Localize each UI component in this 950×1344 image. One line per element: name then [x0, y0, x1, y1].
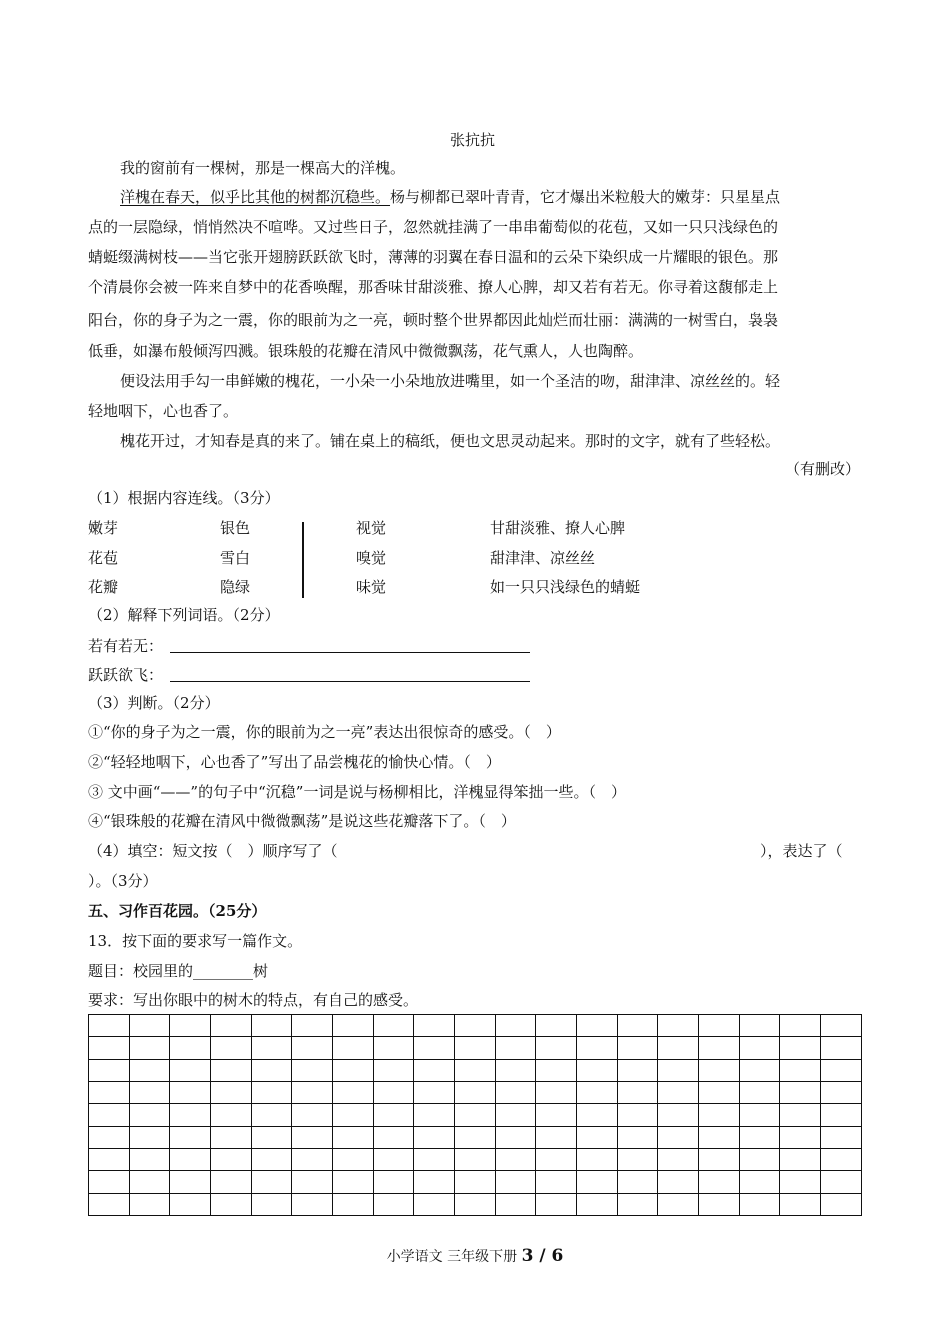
match-item: 味觉 [356, 578, 387, 596]
grid-cell[interactable] [577, 1126, 618, 1148]
grid-cell[interactable] [373, 1015, 414, 1037]
grid-cell[interactable] [373, 1126, 414, 1148]
match-item: 隐绿 [220, 578, 251, 596]
grid-cell[interactable] [577, 1171, 618, 1193]
question-13: 13．按下面的要求写一篇作文。 [88, 932, 303, 950]
grid-cell[interactable] [170, 1037, 211, 1059]
q2-title: （2）解释下列词语。（2分） [88, 606, 280, 624]
grid-cell[interactable] [414, 1148, 455, 1170]
grid-cell[interactable] [373, 1037, 414, 1059]
grid-cell[interactable] [333, 1104, 374, 1126]
q3-statement-2: ②“轻轻地咽下，心也香了”写出了品尝槐花的愉快心情。（ ） [88, 753, 501, 771]
grid-cell[interactable] [292, 1037, 333, 1059]
grid-cell[interactable] [251, 1104, 292, 1126]
grid-cell[interactable] [373, 1148, 414, 1170]
q3-statement-3: ③ 文中画“——”的句子中“沉稳”一词是说与杨柳相比，洋槐显得笨拙一些。（ ） [88, 783, 626, 801]
grid-cell[interactable] [658, 1015, 699, 1037]
essay-requirement: 要求：写出你眼中的树木的特点，有自己的感受。 [88, 991, 419, 1009]
grid-cell[interactable] [373, 1104, 414, 1126]
grid-cell[interactable] [739, 1148, 780, 1170]
grid-cell[interactable] [170, 1193, 211, 1215]
q1-title: （1）根据内容连线。（3分） [88, 489, 280, 507]
q2-word-1: 若有若无： [88, 637, 164, 655]
grid-cell[interactable] [129, 1059, 170, 1081]
grid-cell[interactable] [699, 1193, 740, 1215]
grid-cell[interactable] [129, 1171, 170, 1193]
grid-cell[interactable] [821, 1126, 862, 1148]
grid-cell[interactable] [495, 1126, 536, 1148]
grid-cell[interactable] [495, 1015, 536, 1037]
match-item: 视觉 [356, 519, 387, 537]
grid-cell[interactable] [495, 1171, 536, 1193]
grid-cell[interactable] [577, 1104, 618, 1126]
grid-cell[interactable] [658, 1148, 699, 1170]
grid-row [89, 1037, 862, 1059]
grid-cell[interactable] [251, 1171, 292, 1193]
grid-cell[interactable] [89, 1037, 130, 1059]
grid-cell[interactable] [129, 1015, 170, 1037]
grid-cell[interactable] [129, 1126, 170, 1148]
grid-cell[interactable] [658, 1171, 699, 1193]
paragraph-3-line-2: 轻地咽下，心也香了。 [88, 402, 239, 420]
grid-cell[interactable] [414, 1037, 455, 1059]
grid-cell[interactable] [89, 1171, 130, 1193]
grid-cell[interactable] [251, 1015, 292, 1037]
grid-cell[interactable] [617, 1148, 658, 1170]
grid-cell[interactable] [821, 1059, 862, 1081]
grid-cell[interactable] [536, 1126, 577, 1148]
grid-cell[interactable] [536, 1081, 577, 1103]
grid-cell[interactable] [129, 1104, 170, 1126]
grid-row [89, 1171, 862, 1193]
grid-cell[interactable] [414, 1015, 455, 1037]
grid-cell[interactable] [89, 1015, 130, 1037]
grid-cell[interactable] [617, 1104, 658, 1126]
grid-cell[interactable] [373, 1059, 414, 1081]
grid-cell[interactable] [89, 1104, 130, 1126]
grid-cell[interactable] [455, 1059, 496, 1081]
match-item: 雪白 [220, 549, 251, 567]
q4-part-2: ），表达了（ [760, 842, 843, 860]
grid-cell[interactable] [292, 1081, 333, 1103]
grid-cell[interactable] [617, 1171, 658, 1193]
grid-cell[interactable] [211, 1126, 252, 1148]
match-item: 甘甜淡雅、撩人心脾 [490, 519, 626, 537]
grid-cell[interactable] [333, 1193, 374, 1215]
grid-cell[interactable] [699, 1126, 740, 1148]
grid-cell[interactable] [780, 1015, 821, 1037]
grid-cell[interactable] [495, 1059, 536, 1081]
grid-cell[interactable] [536, 1015, 577, 1037]
grid-cell[interactable] [292, 1104, 333, 1126]
grid-cell[interactable] [170, 1081, 211, 1103]
match-item: 甜津津、凉丝丝 [490, 549, 596, 567]
paragraph-1: 我的窗前有一棵树，那是一棵高大的洋槐。 [120, 159, 406, 177]
grid-cell[interactable] [577, 1037, 618, 1059]
q2-word-2: 跃跃欲飞： [88, 666, 164, 684]
grid-cell[interactable] [373, 1193, 414, 1215]
grid-cell[interactable] [251, 1059, 292, 1081]
grid-cell[interactable] [739, 1171, 780, 1193]
grid-cell[interactable] [495, 1148, 536, 1170]
paragraph-3-line-1: 便设法用手勾一串鲜嫩的槐花，一小朵一小朵地放进嘴里，如一个圣洁的吻，甜津津、凉丝丝的。轻 [120, 372, 781, 390]
grid-cell[interactable] [699, 1037, 740, 1059]
grid-cell[interactable] [89, 1148, 130, 1170]
match-item: 嗅觉 [356, 549, 387, 567]
answer-line[interactable] [170, 681, 530, 682]
grid-cell[interactable] [739, 1126, 780, 1148]
grid-cell[interactable] [455, 1148, 496, 1170]
paragraph-2-line-5: 阳台，你的身子为之一震，你的眼前为之一亮，顿时整个世界都因此灿烂而壮丽：满满的一树雪白，袅袅 [88, 311, 779, 329]
grid-cell[interactable] [455, 1171, 496, 1193]
grid-cell[interactable] [658, 1059, 699, 1081]
page-footer [0, 1246, 950, 1266]
q4-part-3: ）。（3分） [88, 872, 158, 890]
match-item: 银色 [220, 519, 251, 537]
grid-cell[interactable] [333, 1171, 374, 1193]
essay-topic: 题目：校园里的________树 [88, 962, 269, 980]
grid-cell[interactable] [821, 1148, 862, 1170]
edited-note: （有删改） [784, 460, 860, 478]
grid-cell[interactable] [333, 1037, 374, 1059]
grid-cell[interactable] [292, 1193, 333, 1215]
grid-cell[interactable] [617, 1193, 658, 1215]
section-5-heading: 五、习作百花园。（25分） [88, 902, 267, 920]
grid-cell[interactable] [739, 1015, 780, 1037]
grid-cell[interactable] [211, 1059, 252, 1081]
grid-cell[interactable] [251, 1193, 292, 1215]
grid-cell[interactable] [780, 1171, 821, 1193]
grid-cell[interactable] [414, 1104, 455, 1126]
grid-cell[interactable] [170, 1126, 211, 1148]
grid-cell[interactable] [658, 1104, 699, 1126]
grid-cell[interactable] [739, 1104, 780, 1126]
grid-cell[interactable] [780, 1081, 821, 1103]
grid-cell[interactable] [658, 1037, 699, 1059]
grid-cell[interactable] [333, 1148, 374, 1170]
grid-cell[interactable] [414, 1126, 455, 1148]
grid-cell[interactable] [129, 1193, 170, 1215]
grid-row [89, 1104, 862, 1126]
grid-cell[interactable] [170, 1059, 211, 1081]
match-item: 花苞 [88, 549, 119, 567]
grid-cell[interactable] [89, 1126, 130, 1148]
grid-cell[interactable] [292, 1015, 333, 1037]
grid-cell[interactable] [455, 1126, 496, 1148]
grid-cell[interactable] [739, 1059, 780, 1081]
q3-statement-4: ④“银珠般的花瓣在清风中微微飘荡”是说这些花瓣落下了。（ ） [88, 812, 516, 830]
grid-cell[interactable] [333, 1015, 374, 1037]
underlined-sentence: 洋槐在春天，似乎比其他的树都沉稳些。 [120, 188, 391, 206]
grid-cell[interactable] [821, 1037, 862, 1059]
grid-cell[interactable] [333, 1126, 374, 1148]
grid-cell[interactable] [577, 1015, 618, 1037]
grid-cell[interactable] [455, 1104, 496, 1126]
grid-cell[interactable] [536, 1104, 577, 1126]
grid-cell[interactable] [699, 1081, 740, 1103]
grid-row [89, 1015, 862, 1037]
grid-cell[interactable] [739, 1193, 780, 1215]
grid-cell[interactable] [536, 1148, 577, 1170]
grid-cell[interactable] [617, 1081, 658, 1103]
author-name: 张抗抗 [450, 131, 496, 149]
grid-cell[interactable] [658, 1193, 699, 1215]
grid-cell[interactable] [292, 1059, 333, 1081]
grid-cell[interactable] [699, 1148, 740, 1170]
grid-cell[interactable] [251, 1148, 292, 1170]
grid-cell[interactable] [170, 1104, 211, 1126]
grid-row [89, 1148, 862, 1170]
page-number: 3 / 6 [521, 1246, 564, 1266]
grid-cell[interactable] [536, 1193, 577, 1215]
grid-cell[interactable] [373, 1171, 414, 1193]
grid-cell[interactable] [780, 1104, 821, 1126]
grid-cell[interactable] [292, 1171, 333, 1193]
grid-cell[interactable] [211, 1015, 252, 1037]
grid-cell[interactable] [495, 1193, 536, 1215]
grid-cell[interactable] [414, 1081, 455, 1103]
grid-cell[interactable] [821, 1104, 862, 1126]
paragraph-2-line-1 [120, 187, 780, 207]
grid-cell[interactable] [495, 1037, 536, 1059]
grid-cell[interactable] [251, 1081, 292, 1103]
grid-cell[interactable] [455, 1015, 496, 1037]
match-item: 花瓣 [88, 578, 119, 596]
grid-row [89, 1059, 862, 1081]
grid-cell[interactable] [699, 1171, 740, 1193]
grid-cell[interactable] [455, 1193, 496, 1215]
grid-row [89, 1081, 862, 1103]
grid-cell[interactable] [536, 1037, 577, 1059]
grid-cell[interactable] [821, 1081, 862, 1103]
grid-cell[interactable] [211, 1104, 252, 1126]
grid-cell[interactable] [617, 1037, 658, 1059]
grid-cell[interactable] [414, 1171, 455, 1193]
match-item: 如一只只浅绿色的蜻蜓 [490, 578, 641, 596]
grid-cell[interactable] [211, 1037, 252, 1059]
grid-cell[interactable] [536, 1171, 577, 1193]
grid-row [89, 1193, 862, 1215]
grid-cell[interactable] [821, 1015, 862, 1037]
grid-cell[interactable] [170, 1171, 211, 1193]
paragraph-2-line-6: 低垂，如瀑布般倾泻四溅。银珠般的花瓣在清风中微微飘荡，花气熏人，人也陶醉。 [88, 342, 644, 360]
grid-cell[interactable] [333, 1081, 374, 1103]
grid-cell[interactable] [292, 1126, 333, 1148]
grid-cell[interactable] [495, 1081, 536, 1103]
grid-cell[interactable] [414, 1059, 455, 1081]
grid-cell[interactable] [251, 1037, 292, 1059]
grid-cell[interactable] [617, 1015, 658, 1037]
q3-statement-1: ①“你的身子为之一震，你的眼前为之一亮”表达出很惊奇的感受。（ ） [88, 723, 561, 741]
grid-cell[interactable] [129, 1037, 170, 1059]
grid-cell[interactable] [170, 1148, 211, 1170]
paragraph-4: 槐花开过，才知春是真的来了。铺在桌上的稿纸，便也文思灵动起来。那时的文字，就有了些轻松。 [120, 432, 781, 450]
footer-text: 小学语文 三年级下册 [386, 1249, 522, 1265]
paragraph-2-line-3: 蜻蜓缀满树枝——当它张开翅膀跃跃欲飞时，薄薄的羽翼在春日温和的云朵下染织成一片耀眼的银色。那 [88, 248, 779, 266]
grid-cell[interactable] [699, 1104, 740, 1126]
grid-cell[interactable] [373, 1081, 414, 1103]
grid-cell[interactable] [658, 1126, 699, 1148]
paragraph-2-line-4: 个清晨你会被一阵来自梦中的花香唤醒，那香味甘甜淡雅、撩人心脾，却又若有若无。你寻着这馥郁走上 [88, 278, 779, 296]
grid-cell[interactable] [780, 1037, 821, 1059]
grid-cell[interactable] [292, 1148, 333, 1170]
grid-cell[interactable] [211, 1148, 252, 1170]
grid-cell[interactable] [821, 1193, 862, 1215]
grid-cell[interactable] [455, 1037, 496, 1059]
grid-cell[interactable] [577, 1081, 618, 1103]
grid-row [89, 1126, 862, 1148]
grid-cell[interactable] [333, 1059, 374, 1081]
grid-cell[interactable] [89, 1081, 130, 1103]
q4-part-1: （4）填空：短文按（ ）顺序写了（ [88, 842, 338, 860]
grid-cell[interactable] [658, 1081, 699, 1103]
grid-cell[interactable] [129, 1148, 170, 1170]
grid-cell[interactable] [495, 1104, 536, 1126]
grid-cell[interactable] [211, 1081, 252, 1103]
grid-cell[interactable] [780, 1193, 821, 1215]
grid-cell[interactable] [129, 1081, 170, 1103]
grid-cell[interactable] [699, 1059, 740, 1081]
grid-cell[interactable] [455, 1081, 496, 1103]
grid-cell[interactable] [780, 1126, 821, 1148]
grid-cell[interactable] [211, 1193, 252, 1215]
grid-cell[interactable] [699, 1015, 740, 1037]
grid-cell[interactable] [577, 1193, 618, 1215]
grid-cell[interactable] [577, 1059, 618, 1081]
grid-cell[interactable] [739, 1037, 780, 1059]
writing-grid[interactable] [88, 1014, 862, 1216]
grid-cell[interactable] [251, 1126, 292, 1148]
grid-cell[interactable] [89, 1059, 130, 1081]
q3-title: （3）判断。（2分） [88, 694, 220, 712]
grid-cell[interactable] [739, 1081, 780, 1103]
grid-cell[interactable] [780, 1059, 821, 1081]
grid-cell[interactable] [414, 1193, 455, 1215]
grid-cell[interactable] [780, 1148, 821, 1170]
grid-cell[interactable] [617, 1126, 658, 1148]
grid-cell[interactable] [211, 1171, 252, 1193]
grid-cell[interactable] [89, 1193, 130, 1215]
match-divider [302, 522, 304, 598]
paragraph-2-line-2: 点的一层隐绿，悄悄然决不喧哗。又过些日子，忽然就挂满了一串串葡萄似的花苞，又如一只只浅绿色的 [88, 218, 779, 236]
grid-cell[interactable] [536, 1059, 577, 1081]
grid-cell[interactable] [821, 1171, 862, 1193]
answer-line[interactable] [170, 652, 530, 653]
paragraph-2-line-1-rest: 杨与柳都已翠叶青青，它才爆出米粒般大的嫩芽：只星星点 [390, 188, 781, 206]
match-item: 嫩芽 [88, 519, 119, 537]
grid-cell[interactable] [170, 1015, 211, 1037]
grid-cell[interactable] [617, 1059, 658, 1081]
grid-cell[interactable] [577, 1148, 618, 1170]
